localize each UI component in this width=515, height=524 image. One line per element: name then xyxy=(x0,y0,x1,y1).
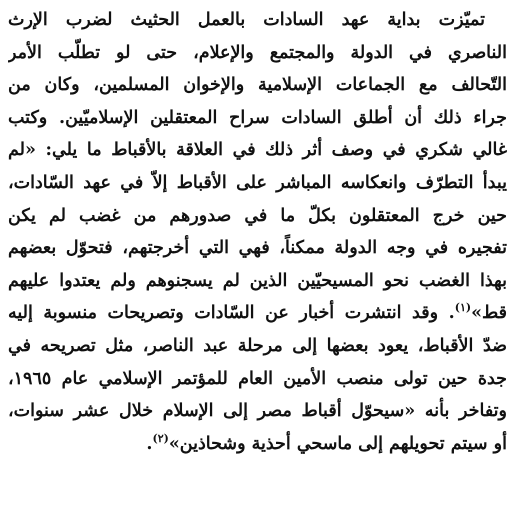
paragraph-line-13: وتفاخر بأنه «سيحوّل أقباط مصر إلى الإسلام خلال عشر سنوات، xyxy=(8,401,507,422)
paragraph-line-12: جدة حين تولى منصب الأمين العام للمؤتمر الإسلامي عام ١٩٦٥، xyxy=(8,368,507,389)
quote-end-text: قط» xyxy=(471,303,507,324)
paragraph-line-14 xyxy=(8,428,507,461)
final-period: . xyxy=(146,433,153,454)
paragraph-line-4: جراء ذلك أن أطلق السادات سراح المعتقلين الإسلاميّين. وكتب xyxy=(8,107,507,128)
paragraph-line-9: بهذا الغضب نحو المسيحيّين الذين لم يسجنوهم ولم يعتدوا عليهم xyxy=(8,270,507,291)
footnote-ref-2[interactable]: (٢) xyxy=(152,431,169,445)
footnote-ref-1[interactable]: (١) xyxy=(454,301,472,315)
paragraph-line-8: تفجيره في وجه الدولة ممكناً، فهي التي أخرجتهم، فتحوّل بعضهم xyxy=(8,238,507,259)
paragraph-line-1: تميّزت بداية عهد السادات بالعمل الحثيث لضرب الإرث xyxy=(8,10,485,30)
paragraph-line-2: الناصري في الدولة والمجتمع والإعلام، حتى لو تطلّب الأمر xyxy=(8,42,507,63)
paragraph-line-7: حين خرج المعتقلون بكلّ ما في صدورهم من غضب لم يكن xyxy=(8,205,507,226)
paragraph-line-10 xyxy=(8,297,507,330)
paragraph-line-6: يبدأ التطرّف وانعكاسه المباشر على الأقباط إلاّ في عهد السّادات، xyxy=(8,172,507,193)
paragraph-line-11: ضدّ الأقباط، يعود بعضها إلى مرحلة عبد الناصر، مثل تصريحه في xyxy=(8,335,507,356)
paragraph-line-3: التّحالف مع الجماعات الإسلامية والإخوان المسلمين، وكان من xyxy=(8,75,507,96)
final-line-text: أو سيتم تحويلهم إلى ماسحي أحذية وشحاذين» xyxy=(168,433,507,454)
paragraph-line-5: غالي شكري في وصف أثر ذلك في العلاقة بالأقباط ما يلي: «لم xyxy=(8,140,507,161)
paragraph-line-10-continuation: . وقد انتشرت أخبار عن السّادات وتصريحات منسوبة إليه xyxy=(8,303,455,324)
